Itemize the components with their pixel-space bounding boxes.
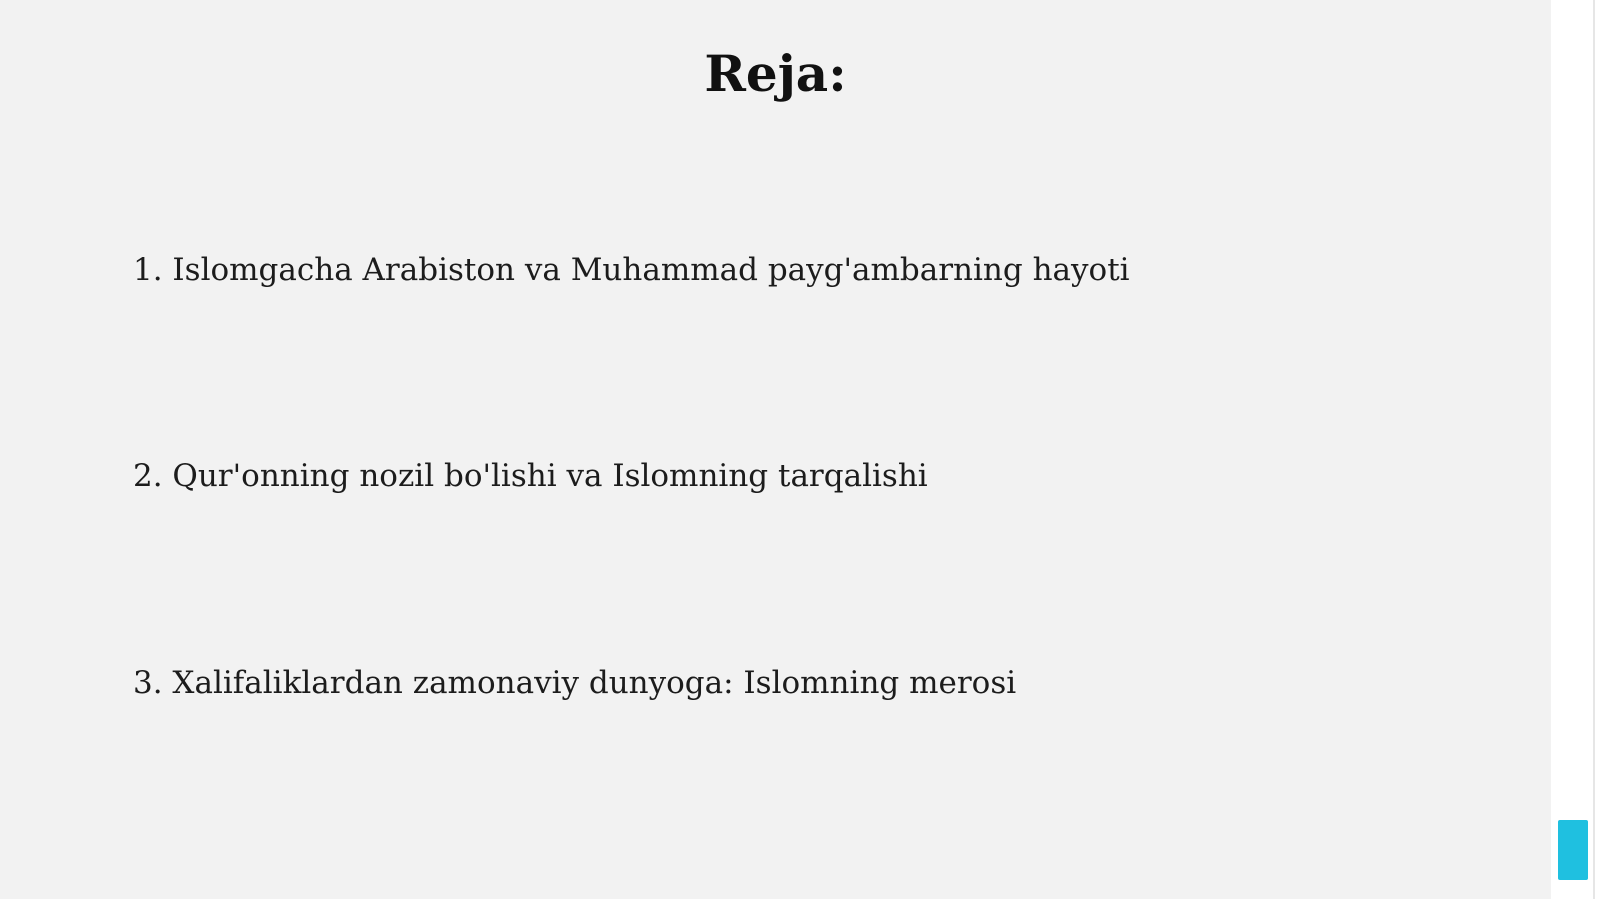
scrollbar-edge [1593, 0, 1595, 899]
scrollbar-thumb[interactable] [1558, 820, 1588, 880]
plan-item-3: 3. Xalifaliklardan zamonaviy dunyoga: Islomning merosi [133, 665, 1017, 701]
plan-item-1: 1. Islomgacha Arabiston va Muhammad payg'ambarning hayoti [133, 252, 1130, 288]
slide-title: Reja: [704, 44, 847, 103]
plan-item-2: 2. Qur'onning nozil bo'lishi va Islomning tarqalishi [133, 458, 928, 494]
